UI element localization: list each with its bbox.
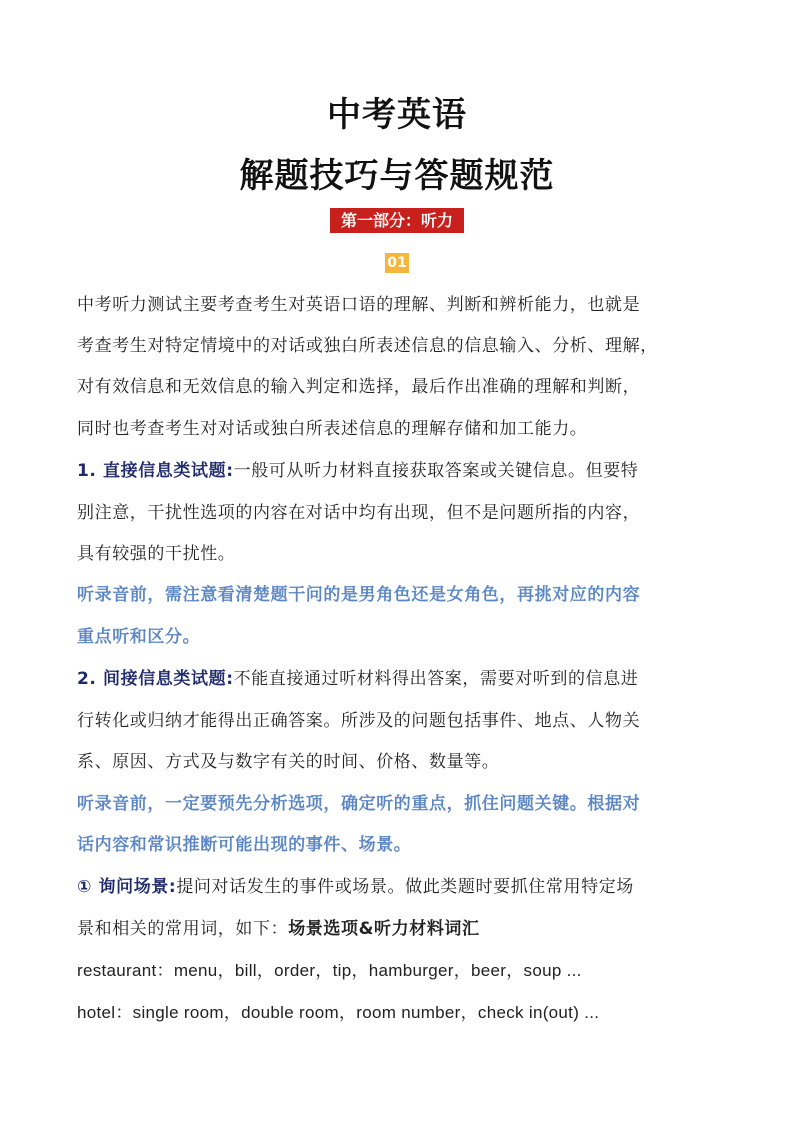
section-badge: 第一部分：听力 [330, 208, 464, 233]
item1-line-3: 具有较强的干扰性。 [77, 544, 236, 564]
sub1-heading: ① 询问场景: [77, 877, 177, 897]
item2-line-1 [77, 667, 638, 691]
item1-tip-line-1: 听录音前，需注意看清楚题干问的是男角色还是女角色，再挑对应的内容 [77, 585, 641, 605]
item2-line-2: 行转化或归纳才能得出正确答案。所涉及的问题包括事件、地点、人物关 [77, 711, 641, 731]
item2-heading: 2. 间接信息类试题: [77, 669, 234, 689]
item1-tip-line-2: 重点听和区分。 [77, 627, 201, 647]
vocab-line-restaurant: restaurant：menu，bill，order，tip，hamburger，beer，soup ... [77, 961, 582, 980]
item1-line-1 [77, 459, 638, 483]
sub1-line-2 [77, 917, 480, 941]
item1-line-2: 别注意，干扰性选项的内容在对话中均有出现，但不是问题所指的内容， [77, 503, 641, 523]
document-title-line1: 中考英语 [327, 95, 467, 135]
intro-line-4: 同时也考查考生对对话或独白所表述信息的理解存储和加工能力。 [77, 419, 588, 439]
intro-line-2: 考查考生对特定情境中的对话或独白所表述信息的信息输入、分析、理解， [77, 336, 658, 356]
item2-line-3: 系、原因、方式及与数字有关的时间、价格、数量等。 [77, 752, 500, 772]
item1-line1-text: 一般可从听力材料直接获取答案或关键信息。但要特 [233, 461, 639, 481]
intro-line-1: 中考听力测试主要考查考生对英语口语的理解、判断和辨析能力，也就是 [77, 295, 641, 315]
sub1-line2-text: 景和相关的常用词，如下： [77, 919, 289, 939]
document-title-line2: 解题技巧与答题规范 [239, 156, 555, 196]
item2-line1-text: 不能直接通过听材料得出答案，需要对听到的信息进 [233, 669, 639, 689]
number-badge: 01 [385, 253, 409, 273]
item1-heading: 1. 直接信息类试题: [77, 461, 234, 481]
sub1-line2-bold: 场景选项&听力材料词汇 [288, 919, 480, 939]
sub1-line-1 [77, 875, 634, 899]
item2-tip-line-1: 听录音前，一定要预先分析选项，确定听的重点，抓住问题关键。根据对 [77, 794, 641, 814]
vocab-line-hotel: hotel：single room，double room，room number，check in(out) ... [77, 1003, 600, 1022]
sub1-line1-text: 提问对话发生的事件或场景。做此类题时要抓住常用特定场 [176, 877, 634, 897]
item2-tip-line-2: 话内容和常识推断可能出现的事件、场景。 [77, 835, 412, 855]
intro-line-3: 对有效信息和无效信息的输入判定和选择，最后作出准确的理解和判断， [77, 377, 641, 397]
